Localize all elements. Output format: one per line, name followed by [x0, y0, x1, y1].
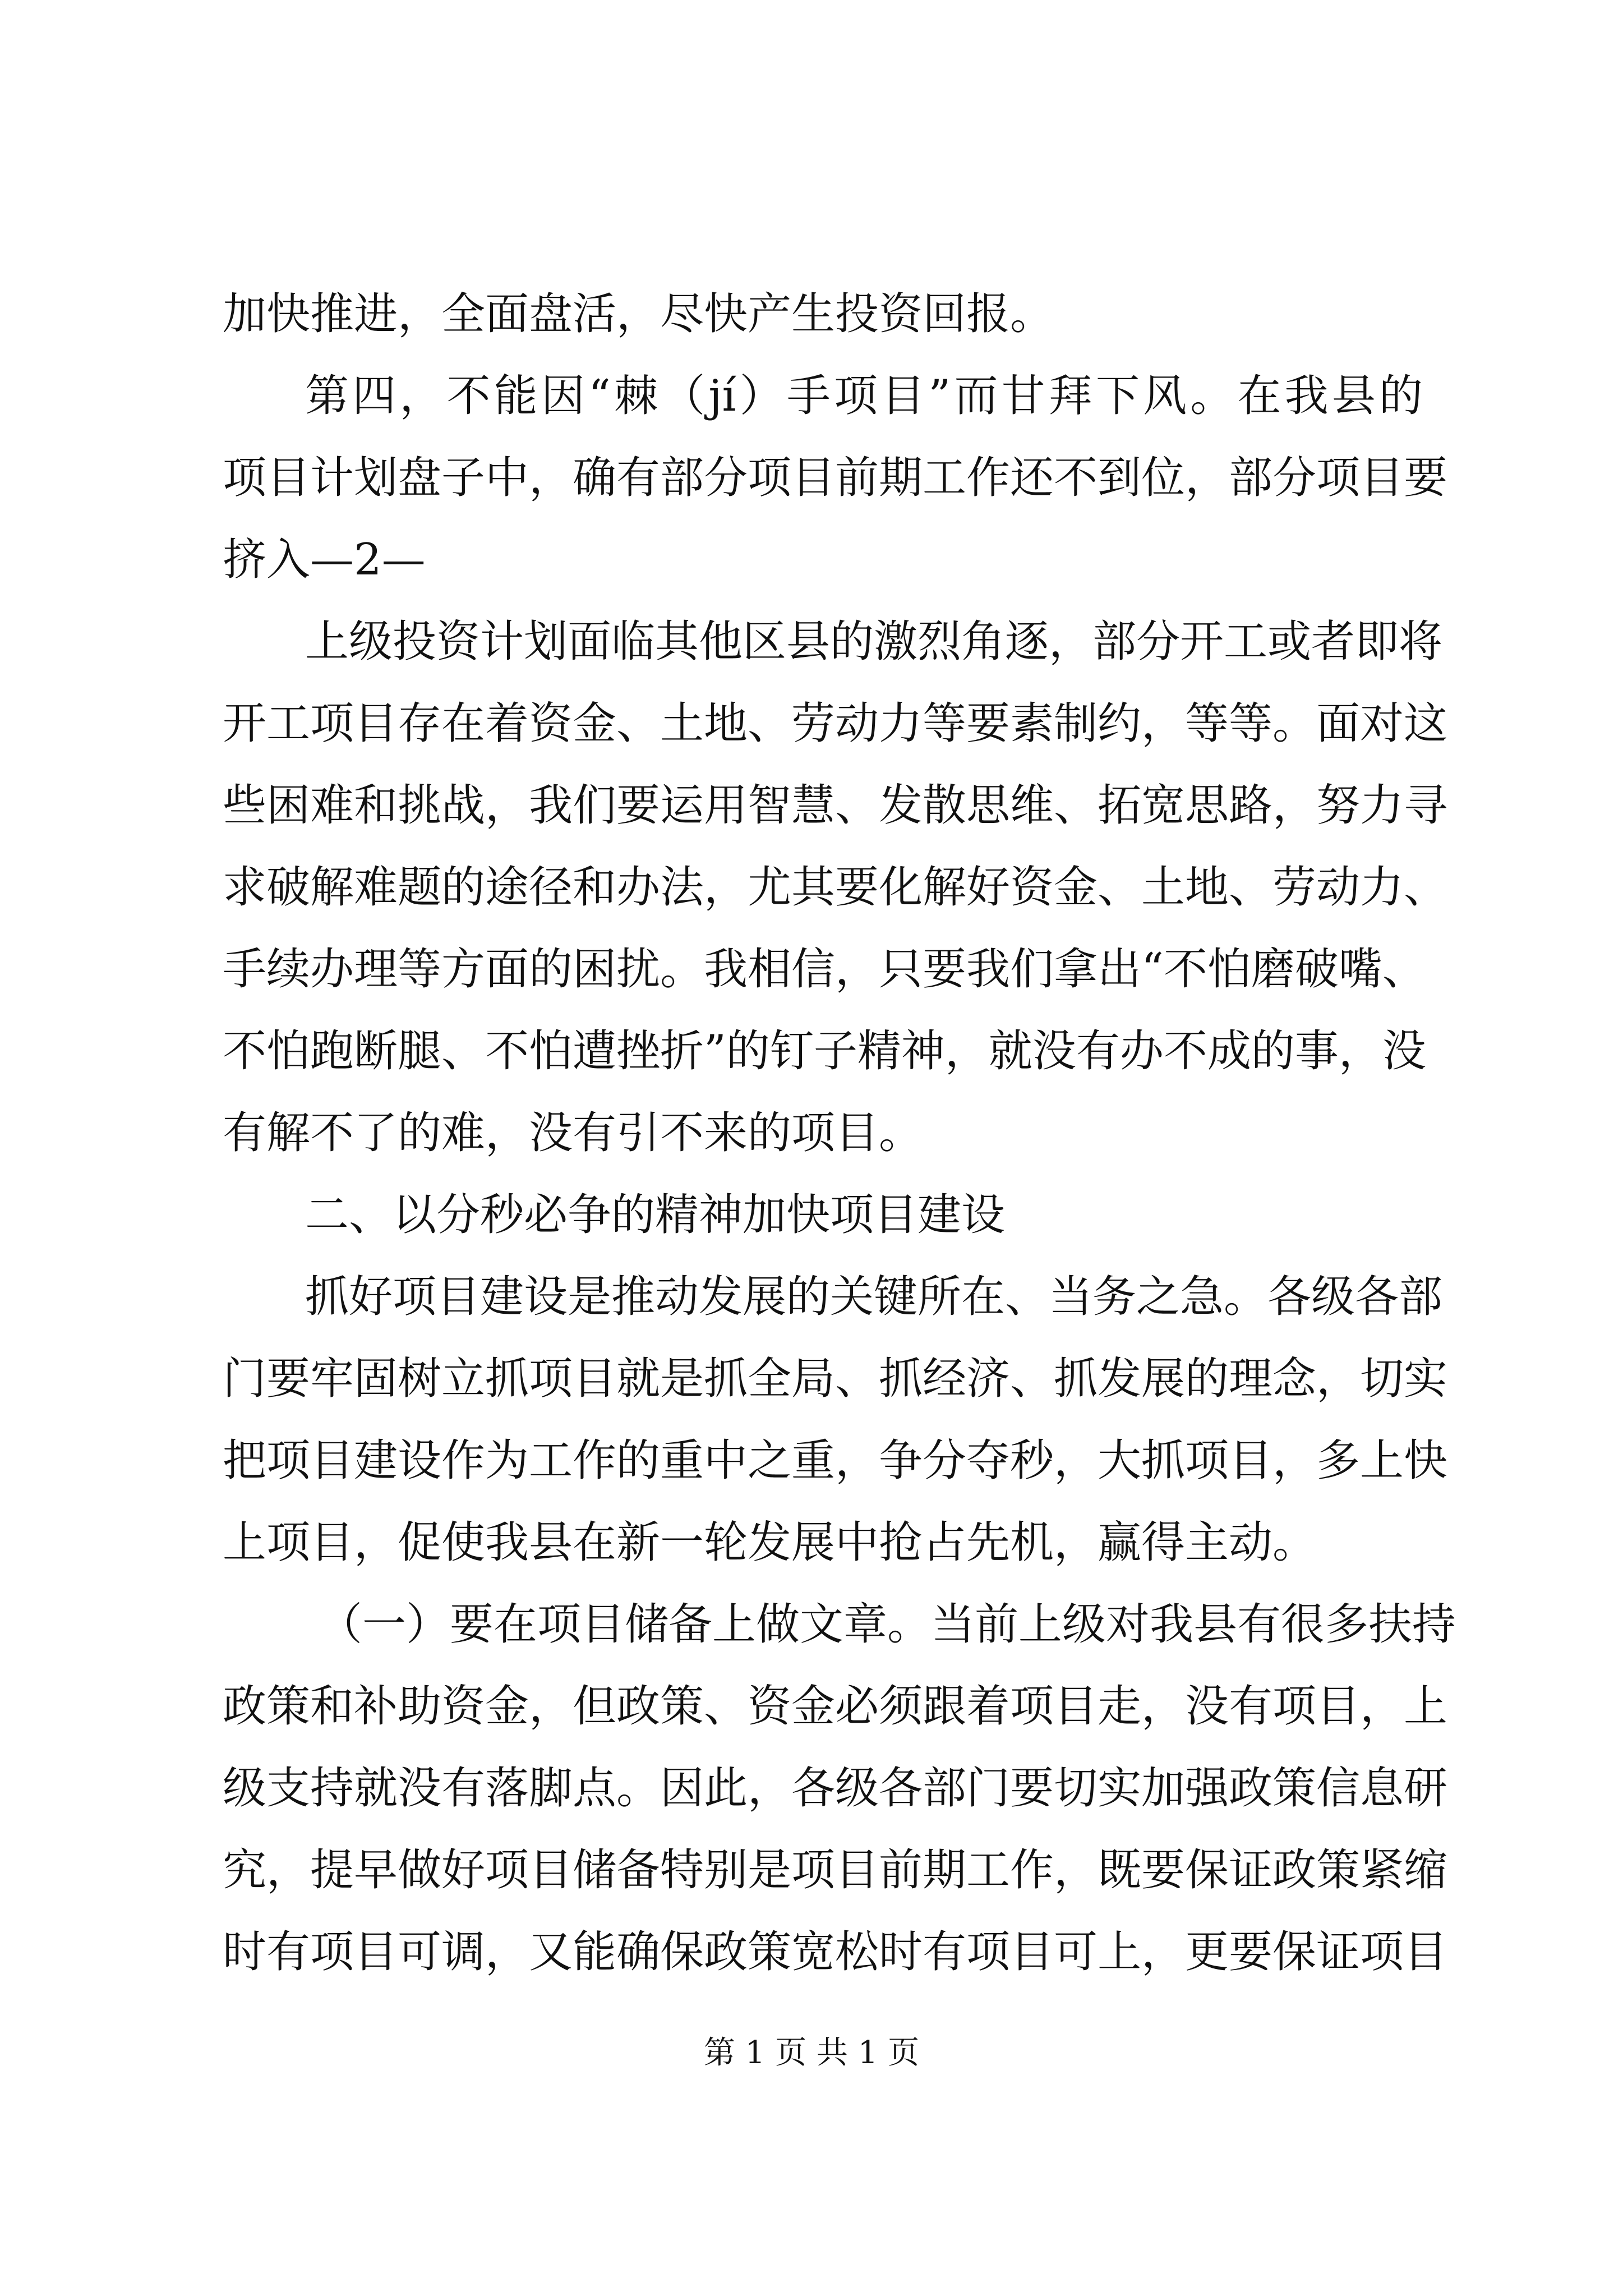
- text-line: 政策和补助资金，但政策、资金必须跟着项目走，没有项目，上: [223, 1681, 1448, 1732]
- text-line: 挤入—2—: [223, 535, 426, 585]
- text-line: 究，提早做好项目储备特别是项目前期工作，既要保证政策紧缩: [223, 1845, 1448, 1895]
- text-line: 加快推进，全面盘活，尽快产生投资回报。: [223, 289, 1054, 339]
- text-line: 第四，不能因“棘（jí）手项目”而甘拜下风。在我县的: [305, 371, 1423, 421]
- text-line: 上级投资计划面临其他区县的激烈角逐，部分开工或者即将: [305, 616, 1443, 667]
- text-line: 上项目，促使我县在新一轮发展中抢占先机，赢得主动。: [223, 1517, 1317, 1568]
- text-line: 项目计划盘子中，确有部分项目前期工作还不到位，部分项目要: [223, 453, 1448, 503]
- text-line: 不怕跑断腿、不怕遭挫折”的钉子精神，就没有办不成的事，没: [223, 1026, 1426, 1076]
- text-line: 级支持就没有落脚点。因此，各级各部门要切实加强政策信息研: [223, 1763, 1448, 1814]
- text-line: 求破解难题的途径和办法，尤其要化解好资金、土地、劳动力、: [223, 862, 1448, 913]
- text-line: 有解不了的难，没有引不来的项目。: [223, 1108, 923, 1158]
- section-heading: 二、以分秒必争的精神加快项目建设: [305, 1190, 1006, 1240]
- text-line: 抓好项目建设是推动发展的关键所在、当务之急。各级各部: [305, 1272, 1443, 1322]
- text-line: 些困难和挑战，我们要运用智慧、发散思维、拓宽思路，努力寻: [223, 780, 1448, 831]
- text-line: 开工项目存在着资金、土地、劳动力等要素制约，等等。面对这: [223, 698, 1448, 749]
- text-line: 手续办理等方面的困扰。我相信，只要我们拿出“不怕磨破嘴、: [223, 944, 1426, 995]
- text-line: （一）要在项目储备上做文章。当前上级对我县有很多扶持: [319, 1599, 1456, 1650]
- page-footer: 第 1 页 共 1 页: [703, 2035, 920, 2071]
- text-line: 门要牢固树立抓项目就是抓全局、抓经济、抓发展的理念，切实: [223, 1354, 1448, 1404]
- text-line: 时有项目可调，又能确保政策宽松时有项目可上，更要保证项目: [223, 1927, 1448, 1977]
- text-line: 把项目建设作为工作的重中之重，争分夺秒，大抓项目，多上快: [223, 1435, 1448, 1486]
